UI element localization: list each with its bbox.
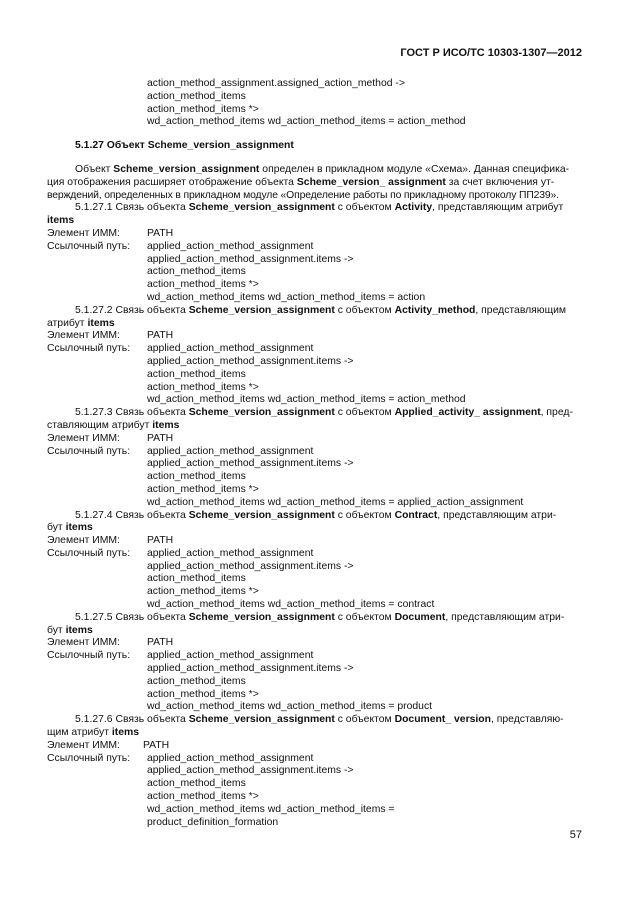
link-prefix: Связь объекта bbox=[115, 714, 186, 726]
subsection-target: Document bbox=[394, 611, 446, 623]
path-line: wd_action_method_items wd_action_method_items = action_method bbox=[147, 394, 466, 406]
aim-element-value: PATH bbox=[147, 227, 174, 239]
path-line: action_method_items *> bbox=[147, 791, 259, 803]
reference-path-label: Ссылочный путь: bbox=[47, 547, 131, 559]
reference-path-row bbox=[47, 356, 583, 369]
subsection-list bbox=[47, 202, 583, 829]
paragraph-entity: Scheme_version_ assignment bbox=[296, 176, 446, 188]
paragraph-text: за счет включения ут- bbox=[448, 176, 555, 188]
path-line: applied_action_method_assignment bbox=[147, 650, 314, 662]
path-line: action_method_items bbox=[147, 266, 246, 278]
aim-element-row bbox=[47, 228, 583, 241]
reference-path-spacer bbox=[47, 676, 147, 689]
reference-path-row bbox=[47, 663, 583, 676]
document-body bbox=[47, 78, 583, 829]
reference-path-row bbox=[47, 471, 583, 484]
subsection-entity: Scheme_version_assignment bbox=[188, 304, 335, 316]
section-paragraph bbox=[47, 164, 583, 202]
subsection-entity: Scheme_version_assignment bbox=[188, 509, 335, 521]
link-prefix: Связь объекта bbox=[115, 304, 186, 316]
aim-element-label: Элемент ИММ: bbox=[47, 227, 120, 239]
subsection-number: 5.1.27.4 bbox=[75, 509, 113, 521]
reference-path-row bbox=[47, 676, 583, 689]
reference-path-spacer bbox=[47, 804, 147, 817]
paragraph-text: Объект bbox=[75, 163, 111, 175]
subsection-entity: Scheme_version_assignment bbox=[188, 714, 335, 726]
reference-path-row bbox=[47, 279, 583, 292]
reference-path-row bbox=[47, 573, 583, 586]
reference-path-row bbox=[47, 394, 583, 407]
path-line: applied_action_method_assignment.items -> bbox=[147, 765, 354, 777]
subsection-entity: Scheme_version_assignment bbox=[188, 611, 335, 623]
path-line: product_definition_formation bbox=[147, 816, 279, 828]
reference-path-spacer bbox=[47, 765, 147, 778]
subsection bbox=[47, 714, 583, 829]
section-number: 5.1.27 bbox=[75, 140, 104, 152]
subsection-target: Activity_method bbox=[394, 304, 476, 316]
intro-path bbox=[47, 78, 583, 129]
attribute-name: items bbox=[111, 727, 139, 739]
reference-path-spacer bbox=[47, 356, 147, 369]
subsection-heading-cont bbox=[47, 420, 583, 433]
aim-element-row bbox=[47, 637, 583, 650]
path-line: action_method_items bbox=[147, 675, 246, 687]
reference-path-spacer bbox=[47, 586, 147, 599]
reference-path-row bbox=[47, 689, 583, 702]
heading-cont-text: бут bbox=[47, 522, 63, 534]
link-prefix: Связь объекта bbox=[115, 611, 186, 623]
subsection-target: Applied_activity_ assignment bbox=[394, 407, 541, 419]
reference-path-spacer bbox=[47, 458, 147, 471]
path-line: applied_action_method_assignment.items -> bbox=[147, 458, 354, 470]
link-prefix: Связь объекта bbox=[115, 202, 186, 214]
heading-cont-text: щим атрибут bbox=[47, 727, 109, 739]
subsection-entity: Scheme_version_assignment bbox=[188, 407, 335, 419]
path-line: applied_action_method_assignment bbox=[147, 547, 314, 559]
subsection bbox=[47, 612, 583, 714]
aim-element-value: PATH bbox=[143, 739, 170, 751]
reference-path-row bbox=[47, 446, 583, 459]
reference-path-row bbox=[47, 497, 583, 510]
path-line: wd_action_method_items wd_action_method_items = action bbox=[147, 291, 426, 303]
reference-path-spacer bbox=[47, 254, 147, 267]
path-line: action_method_items bbox=[147, 368, 246, 380]
aim-element-value: PATH bbox=[147, 432, 174, 444]
reference-path-row bbox=[47, 650, 583, 663]
aim-element-label: Элемент ИММ: bbox=[47, 637, 120, 649]
subsection-target: Document_ version bbox=[394, 714, 491, 726]
subsection-heading bbox=[47, 510, 583, 523]
reference-path-row bbox=[47, 753, 583, 766]
with-object: с объектом bbox=[337, 202, 392, 214]
aim-element-row bbox=[47, 330, 583, 343]
subsection-heading bbox=[47, 714, 583, 727]
subsection-number: 5.1.27.2 bbox=[75, 304, 113, 316]
reference-path-label: Ссылочный путь: bbox=[47, 343, 131, 355]
aim-element-label: Элемент ИММ: bbox=[47, 739, 120, 751]
subsection-number: 5.1.27.5 bbox=[75, 611, 113, 623]
reference-path-row bbox=[47, 599, 583, 612]
attribute-name: items bbox=[65, 522, 93, 534]
path-line: applied_action_method_assignment bbox=[147, 752, 314, 764]
path-line: applied_action_method_assignment bbox=[147, 343, 314, 355]
with-object: с объектом bbox=[337, 509, 392, 521]
subsection bbox=[47, 305, 583, 407]
aim-element-row bbox=[47, 740, 583, 753]
attribute-name: items bbox=[47, 215, 75, 227]
subsection bbox=[47, 202, 583, 304]
path-line: wd_action_method_items wd_action_method_items = bbox=[147, 803, 395, 815]
subsection-heading bbox=[47, 305, 583, 318]
path-line: applied_action_method_assignment bbox=[147, 240, 314, 252]
reference-path-spacer bbox=[47, 573, 147, 586]
reference-path-row bbox=[47, 369, 583, 382]
paragraph-entity: Scheme_version_assignment bbox=[113, 163, 260, 175]
aim-element-label: Элемент ИММ: bbox=[47, 535, 120, 547]
subsection-heading bbox=[47, 612, 583, 625]
subsection-target: Contract bbox=[394, 509, 438, 521]
path-line: wd_action_method_items wd_action_method_items = applied_action_assignment bbox=[147, 496, 524, 508]
path-line: action_method_items *> bbox=[147, 279, 259, 291]
reference-path-row bbox=[47, 343, 583, 356]
reference-path-row bbox=[47, 778, 583, 791]
reference-path-row bbox=[47, 484, 583, 497]
reference-path-row bbox=[47, 382, 583, 395]
subsection bbox=[47, 407, 583, 509]
path-line: action_method_assignment.assigned_action_method -> bbox=[147, 78, 405, 89]
reference-path-spacer bbox=[47, 394, 147, 407]
heading-tail: , представляю- bbox=[491, 714, 564, 726]
path-line: applied_action_method_assignment.items -> bbox=[147, 253, 354, 265]
path-line: applied_action_method_assignment.items -> bbox=[147, 663, 354, 675]
reference-path-spacer bbox=[47, 817, 147, 830]
reference-path-spacer bbox=[47, 292, 147, 305]
reference-path-row bbox=[47, 458, 583, 471]
reference-path-label: Ссылочный путь: bbox=[47, 752, 131, 764]
heading-tail: , представляющим атрибут bbox=[432, 202, 564, 214]
aim-element-label: Элемент ИММ: bbox=[47, 330, 120, 342]
paragraph-text: определен в прикладном модуле «Схема». Данная специфика- bbox=[262, 163, 570, 175]
reference-path-row bbox=[47, 804, 583, 817]
subsection-heading bbox=[47, 407, 583, 420]
reference-path-spacer bbox=[47, 497, 147, 510]
section-title bbox=[47, 140, 583, 153]
subsection bbox=[47, 510, 583, 612]
path-line: action_method_items *> bbox=[147, 688, 259, 700]
reference-path-spacer bbox=[47, 484, 147, 497]
heading-tail: , представляющим атри- bbox=[437, 509, 557, 521]
reference-path-row bbox=[47, 765, 583, 778]
heading-cont-text: ставляющим атрибут bbox=[47, 419, 150, 431]
reference-path-row bbox=[47, 817, 583, 830]
path-line: action_method_items bbox=[147, 778, 246, 790]
reference-path-spacer bbox=[47, 599, 147, 612]
reference-path-label: Ссылочный путь: bbox=[47, 445, 131, 457]
reference-path-spacer bbox=[47, 266, 147, 279]
heading-tail: , представляющим bbox=[475, 304, 567, 316]
subsection-number: 5.1.27.6 bbox=[75, 714, 113, 726]
reference-path-spacer bbox=[47, 369, 147, 382]
path-line: action_method_items bbox=[147, 471, 246, 483]
with-object: с объектом bbox=[337, 611, 392, 623]
path-line: applied_action_method_assignment.items -> bbox=[147, 355, 354, 367]
paragraph-text: ция отображения расширяет отображение объекта bbox=[47, 176, 294, 188]
aim-element-value: PATH bbox=[147, 535, 174, 547]
reference-path-row bbox=[47, 561, 583, 574]
section-title-name: Scheme_version_assignment bbox=[147, 140, 294, 152]
with-object: с объектом bbox=[337, 714, 392, 726]
subsection-entity: Scheme_version_assignment bbox=[188, 202, 335, 214]
reference-path-row bbox=[47, 701, 583, 714]
reference-path-label: Ссылочный путь: bbox=[47, 240, 131, 252]
reference-path-row bbox=[47, 791, 583, 804]
path-line: action_method_items *> bbox=[147, 381, 259, 393]
path-line: wd_action_method_items wd_action_method_items = contract bbox=[147, 599, 435, 611]
aim-element-row bbox=[47, 433, 583, 446]
reference-path-row bbox=[47, 266, 583, 279]
reference-path-spacer bbox=[47, 561, 147, 574]
aim-element-value: PATH bbox=[147, 637, 174, 649]
reference-path-row bbox=[47, 548, 583, 561]
reference-path-spacer bbox=[47, 778, 147, 791]
link-prefix: Связь объекта bbox=[115, 407, 186, 419]
page-number: 57 bbox=[569, 829, 582, 841]
reference-path-row bbox=[47, 292, 583, 305]
subsection-heading-cont bbox=[47, 215, 583, 228]
attribute-name: items bbox=[87, 317, 115, 329]
reference-path-label: Ссылочный путь: bbox=[47, 650, 131, 662]
link-prefix: Связь объекта bbox=[115, 509, 186, 521]
reference-path-spacer bbox=[47, 701, 147, 714]
reference-path-row bbox=[47, 241, 583, 254]
path-line: action_method_items bbox=[147, 573, 246, 585]
path-line: action_method_items *> bbox=[147, 586, 259, 598]
subsection-heading bbox=[47, 202, 583, 215]
subsection-target: Activity bbox=[394, 202, 433, 214]
path-line: action_method_items bbox=[147, 90, 246, 102]
path-line: wd_action_method_items wd_action_method_items = action_method bbox=[147, 116, 466, 128]
reference-path-spacer bbox=[47, 279, 147, 292]
path-line: action_method_items *> bbox=[147, 483, 259, 495]
heading-tail: , пред- bbox=[540, 407, 573, 419]
subsection-heading-cont bbox=[47, 727, 583, 740]
aim-element-label: Элемент ИММ: bbox=[47, 432, 120, 444]
path-line: applied_action_method_assignment.items -> bbox=[147, 560, 354, 572]
with-object: с объектом bbox=[337, 304, 392, 316]
aim-element-value: PATH bbox=[147, 330, 174, 342]
heading-cont-text: атрибут bbox=[47, 317, 85, 329]
reference-path-spacer bbox=[47, 471, 147, 484]
attribute-name: items bbox=[152, 419, 180, 431]
reference-path-spacer bbox=[47, 689, 147, 702]
subsection-number: 5.1.27.3 bbox=[75, 407, 113, 419]
aim-element-row bbox=[47, 535, 583, 548]
document-header: ГОСТ Р ИСО/ТС 10303-1307—2012 bbox=[400, 47, 582, 59]
subsection-number: 5.1.27.1 bbox=[75, 202, 113, 214]
paragraph-text: верждений, определенных в прикладном модуле «Определение работы по прикладному протоколу ПП239». bbox=[47, 189, 559, 201]
subsection-heading-cont bbox=[47, 318, 583, 331]
subsection-heading-cont bbox=[47, 625, 583, 638]
reference-path-spacer bbox=[47, 663, 147, 676]
subsection-heading-cont bbox=[47, 522, 583, 535]
attribute-name: items bbox=[65, 624, 93, 636]
path-line: wd_action_method_items wd_action_method_items = product bbox=[147, 701, 433, 713]
reference-path-spacer bbox=[47, 791, 147, 804]
heading-tail: , представляющим атри- bbox=[445, 611, 565, 623]
path-line: action_method_items *> bbox=[147, 103, 259, 115]
path-line: applied_action_method_assignment bbox=[147, 445, 314, 457]
with-object: с объектом bbox=[337, 407, 392, 419]
reference-path-row bbox=[47, 586, 583, 599]
reference-path-row bbox=[47, 254, 583, 267]
reference-path-spacer bbox=[47, 382, 147, 395]
heading-cont-text: бут bbox=[47, 624, 63, 636]
section-title-prefix: Объект bbox=[106, 140, 145, 152]
